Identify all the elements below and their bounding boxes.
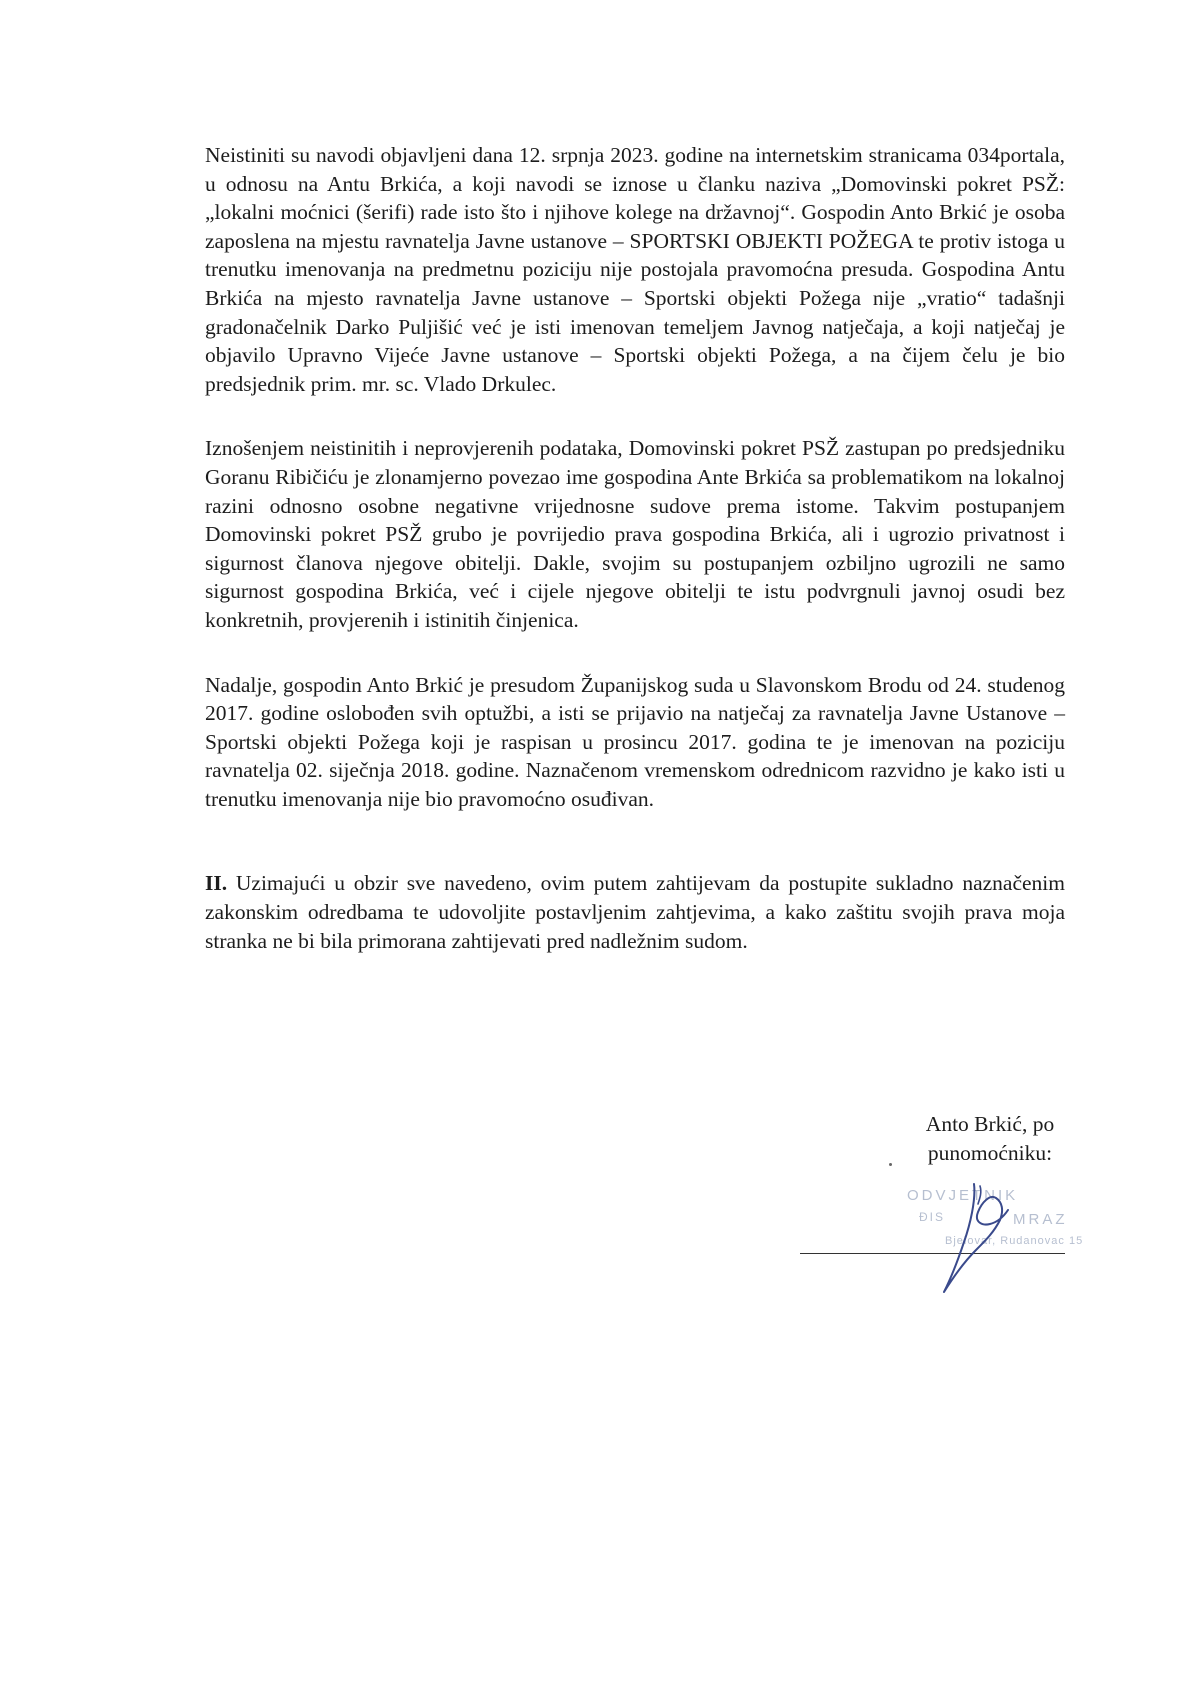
signatory-capacity: punomoćniku: [927,1141,1053,1165]
stamp-line-2: ĐIS [919,1210,946,1224]
section-numeral: II. [205,871,228,896]
section-ii-text: Uzimajući u obzir sve navedeno, ovim putem zahtijevam da postupite sukladno naznačenim zakonskim odredbama te udovoljite postavljenim zahtjevima, a kako zaštitu svojih prava moja stranka ne bi bila primorana zahtijevati pred nadležnim sudom. [205,871,1065,953]
ink-dot [889,1163,892,1166]
letter-body [205,141,1065,991]
paragraph-false-claims: Neistiniti su navodi objavljeni dana 12. srpnja 2023. godine na internetskim stranicama 034portala, u odnosu na Antu Brkića, a koji navodi se iznose u članku naziva „Domovinski pokret PSŽ: „lokalni moćnici (šerifi) rade isto što i njihove kolege na državnoj“. Gospodin Anto Brkić je osoba zaposlena na mjestu ravnatelja Javne ustanove – SPORTSKI OBJEKTI POŽEGA te protiv istoga u trenutku imenovanja na predmetnu poziciju nije postojala pravomoćna presuda. Gospodina Antu Brkića na mjesto ravnatelja Javne ustanove – Sportski objekti Požega nije „vratio“ tadašnji gradonačelnik Darko Puljišić već je isti imenovan temeljem Javnog natječaja, a koji natječaj je objavilo Upravno Vijeće Javne ustanove – Sportski objekti Požega, a na čijem čelu je bio predsjednik prim. mr. sc. Vlado Drkulec. [205,143,1065,396]
signatory-name: Anto Brkić, po [925,1112,1055,1136]
stamp-line-1: ODVJETNIK [907,1187,1019,1204]
paragraph-acquittal: Nadalje, gospodin Anto Brkić je presudom Županijskog suda u Slavonskom Brodu od 24. studenog 2017. godine oslobođen svih optužbi, a isti se prijavio na natječaj za ravnatelja Javne Ustanove – Sportski objekti Požega koji je raspisan u prosincu 2017. godina te je imenovan na poziciju ravnatelja 02. siječnja 2018. godine. Naznačenom vremenskom odrednicom razvidno je kako isti u trenutku imenovanja nije bio pravomoćno osuđivan. [205,672,1065,811]
section-ii-request [205,869,1065,955]
handwritten-signature-icon [930,1180,1020,1300]
stamp-line-3: MRAZ [1013,1211,1068,1228]
signature-block [880,1110,1100,1168]
stamp-line-4: Bjelovar, Rudanovac 15 [945,1235,1084,1247]
paragraph-defamation: Iznošenjem neistinitih i neprovjerenih podataka, Domovinski pokret PSŽ zastupan po predsjedniku Goranu Ribičiću je zlonamjerno povezao ime gospodina Ante Brkića sa problematikom na lokalnoj razini odnosno osobne negativne vrijednosne sudove prema istome. Takvim postupanjem Domovinski pokret PSŽ grubo je povrijedio prava gospodina Brkića, ali i ugrozio privatnost i sigurnost članova njegove obitelji. Dakle, svojim su postupanjem ozbiljno ugrozili ne samo sigurnost gospodina Brkića, već i cijele njegove obitelji te istu podvrgnuli javnoj osudi bez konkretnih, provjerenih i istinitih činjenica. [205,436,1065,632]
